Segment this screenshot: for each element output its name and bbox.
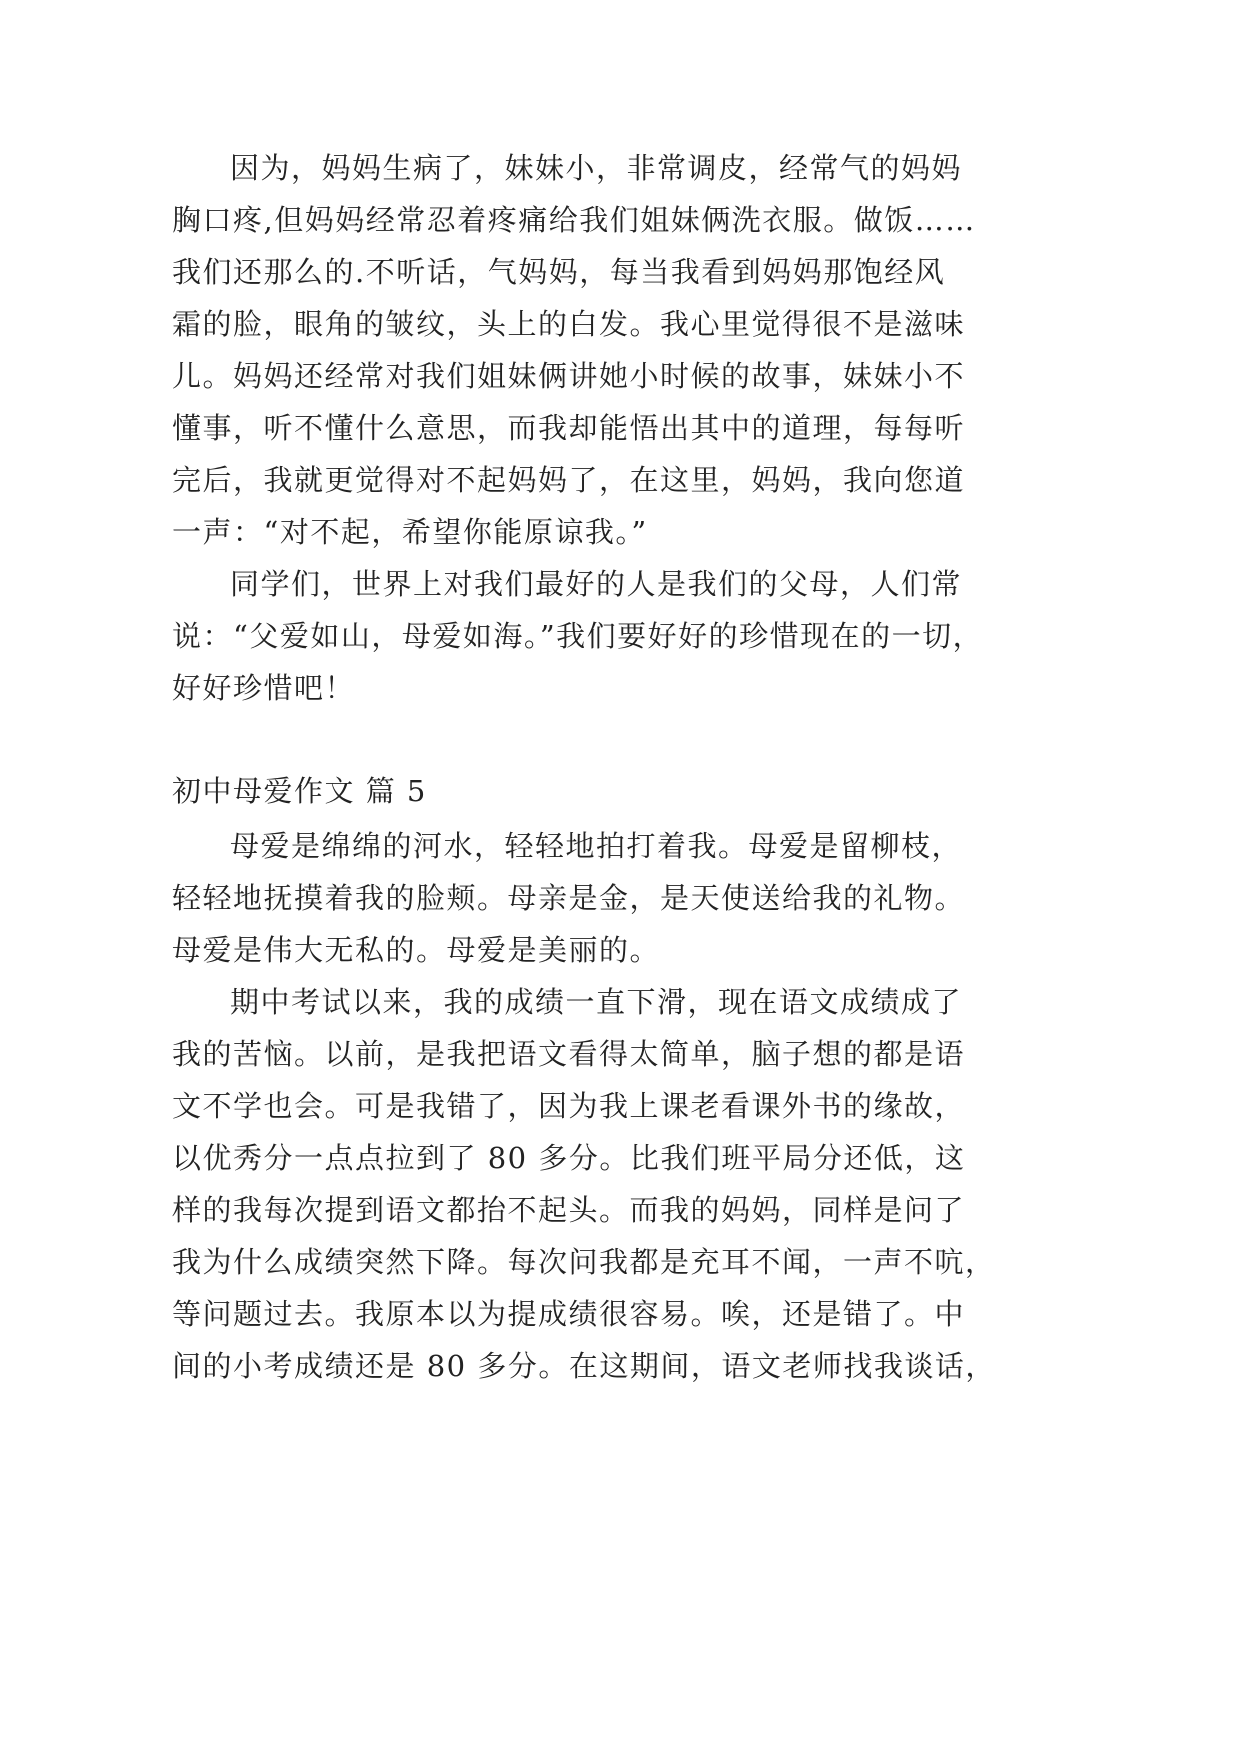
paragraph-line: 文不学也会。可是我错了，因为我上课老看课外书的缘故，: [172, 1089, 966, 1123]
paragraph-line: 胸口疼,但妈妈经常忍着疼痛给我们姐妹俩洗衣服。做饭……: [172, 203, 976, 237]
paragraph-line: 同学们，世界上对我们最好的人是我们的父母，人们常: [230, 567, 963, 601]
paragraph-line: 以优秀分一点点拉到了 80 多分。比我们班平局分还低，这: [172, 1141, 966, 1175]
paragraph-line: 间的小考成绩还是 80 多分。在这期间，语文老师找我谈话，: [172, 1349, 996, 1383]
paragraph-line: 我们还那么的.不听话，气妈妈，每当我看到妈妈那饱经风: [172, 255, 946, 289]
paragraph-line: 儿。妈妈还经常对我们姐妹俩讲她小时候的故事，妹妹小不: [172, 359, 966, 393]
paragraph-line: 母爱是绵绵的河水，轻轻地拍打着我。母爱是留柳枝，: [230, 829, 963, 863]
paragraph-line: 懂事，听不懂什么意思，而我却能悟出其中的道理，每每听: [172, 411, 966, 445]
paragraph-line: 一声：“对不起，希望你能原谅我。”: [172, 515, 648, 549]
paragraph-line: 样的我每次提到语文都抬不起头。而我的妈妈，同样是问了: [172, 1193, 966, 1227]
paragraph-line: 因为，妈妈生病了，妹妹小，非常调皮，经常气的妈妈: [230, 151, 963, 185]
paragraph-line: 完后，我就更觉得对不起妈妈了，在这里，妈妈，我向您道: [172, 463, 966, 497]
paragraph-line: 等问题过去。我原本以为提成绩很容易。唉，还是错了。中: [172, 1297, 966, 1331]
section-heading: 初中母爱作文 篇 5: [172, 774, 427, 808]
paragraph-line: 期中考试以来，我的成绩一直下滑，现在语文成绩成了: [230, 985, 963, 1019]
paragraph-line: 我为什么成绩突然下降。每次问我都是充耳不闻，一声不吭，: [172, 1245, 996, 1279]
paragraph-line: 说：“父爱如山，母爱如海。”我们要好好的珍惜现在的一切，: [172, 619, 984, 653]
paragraph-line: 轻轻地抚摸着我的脸颊。母亲是金，是天使送给我的礼物。: [172, 881, 966, 915]
paragraph-line: 母爱是伟大无私的。母爱是美丽的。: [172, 933, 661, 967]
paragraph-line: 好好珍惜吧！: [172, 671, 356, 705]
paragraph-line: 霜的脸，眼角的皱纹，头上的白发。我心里觉得很不是滋味: [172, 307, 966, 341]
paragraph-line: 我的苦恼。以前，是我把语文看得太简单，脑子想的都是语: [172, 1037, 966, 1071]
